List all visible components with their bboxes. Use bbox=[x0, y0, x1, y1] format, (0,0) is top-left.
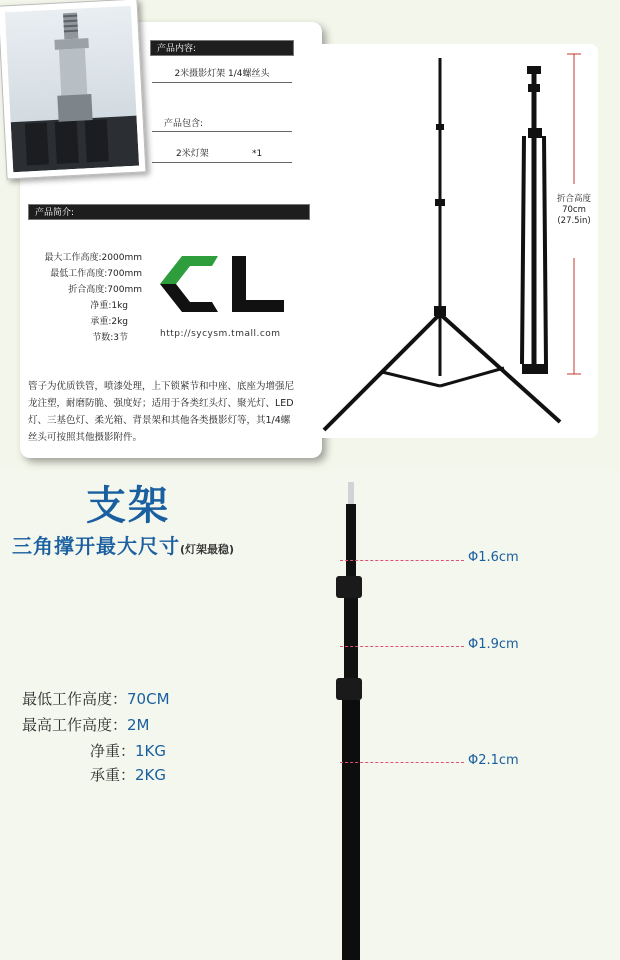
spec-load: 承重:2kg bbox=[90, 317, 128, 327]
includes-item-qty: *1 bbox=[252, 149, 263, 159]
diameter-label-middle: Φ1.9cm bbox=[468, 637, 519, 652]
description-line: 灯、三基色灯、柔光箱、背景架和其他各类摄影灯等，其1/4螺 bbox=[28, 415, 291, 426]
screw-head-photo bbox=[5, 6, 139, 172]
spec-net-weight: 净重:1kg bbox=[90, 301, 128, 311]
product-info-panel bbox=[0, 0, 620, 470]
diameter-label-top: Φ1.6cm bbox=[468, 550, 519, 565]
spec-label: 承重： bbox=[90, 766, 136, 784]
screw-head-photo-frame bbox=[0, 0, 146, 180]
description-line: 龙注塑，耐磨防脆、强度好；适用于各类红头灯、聚光灯、LED bbox=[28, 398, 294, 409]
fold-label-line3: (27.5in) bbox=[557, 216, 591, 226]
diameter-label-bottom: Φ2.1cm bbox=[468, 753, 519, 768]
spec-label: 最低工作高度： bbox=[22, 690, 128, 708]
spec-min-work-height bbox=[22, 688, 170, 709]
subtitle-note: (灯架最稳) bbox=[180, 543, 235, 556]
spec-label: 净重： bbox=[90, 742, 136, 760]
fold-label-line1: 折合高度 bbox=[556, 194, 591, 204]
section-title: 支架 bbox=[86, 483, 170, 529]
spec-label: 最高工作高度： bbox=[22, 716, 128, 734]
fold-height-label bbox=[548, 194, 600, 227]
stand-pole-illustration bbox=[326, 478, 376, 960]
spec-value: 2M bbox=[127, 716, 150, 734]
includes-item-name: 2米灯架 bbox=[176, 149, 209, 159]
section-subtitle bbox=[12, 530, 234, 559]
shop-url: http://sycysm.tmall.com bbox=[160, 329, 281, 339]
cl-logo bbox=[156, 250, 288, 322]
spec-net-weight-big bbox=[90, 740, 166, 761]
spec-load-big bbox=[90, 764, 166, 785]
spec-fold-height: 折合高度:700mm bbox=[68, 285, 142, 295]
fold-label-line2: 70cm bbox=[562, 205, 586, 215]
spec-value: 2KG bbox=[135, 766, 167, 784]
diameter-line-2 bbox=[340, 646, 464, 647]
spec-min-height: 最低工作高度:700mm bbox=[50, 269, 142, 279]
intro-header: 产品简介: bbox=[28, 204, 310, 220]
description-line: 管子为优质铁管，喷漆处理，上下锁紧节和中座、底座为增强尼 bbox=[28, 381, 295, 392]
diameter-line-1 bbox=[340, 560, 464, 561]
subtitle-text: 三角撑开最大尺寸 bbox=[12, 534, 180, 558]
description-line: 丝头可按照其他摄影附件。 bbox=[28, 432, 143, 443]
contents-item: 2米摄影灯架 1/4螺丝头 bbox=[152, 66, 292, 83]
spec-value: 1KG bbox=[135, 742, 167, 760]
diameter-line-3 bbox=[340, 762, 464, 763]
spec-max-height: 最大工作高度:2000mm bbox=[44, 253, 142, 263]
includes-item bbox=[152, 146, 292, 163]
spec-max-work-height bbox=[22, 714, 150, 735]
includes-header: 产品包含: bbox=[152, 116, 292, 132]
spec-value: 70CM bbox=[127, 690, 170, 708]
product-description bbox=[28, 378, 318, 446]
stand-illustration bbox=[322, 44, 598, 438]
spec-sections: 节数:3节 bbox=[92, 333, 128, 343]
contents-header: 产品内容: bbox=[150, 40, 294, 56]
stand-product-image bbox=[322, 44, 598, 438]
